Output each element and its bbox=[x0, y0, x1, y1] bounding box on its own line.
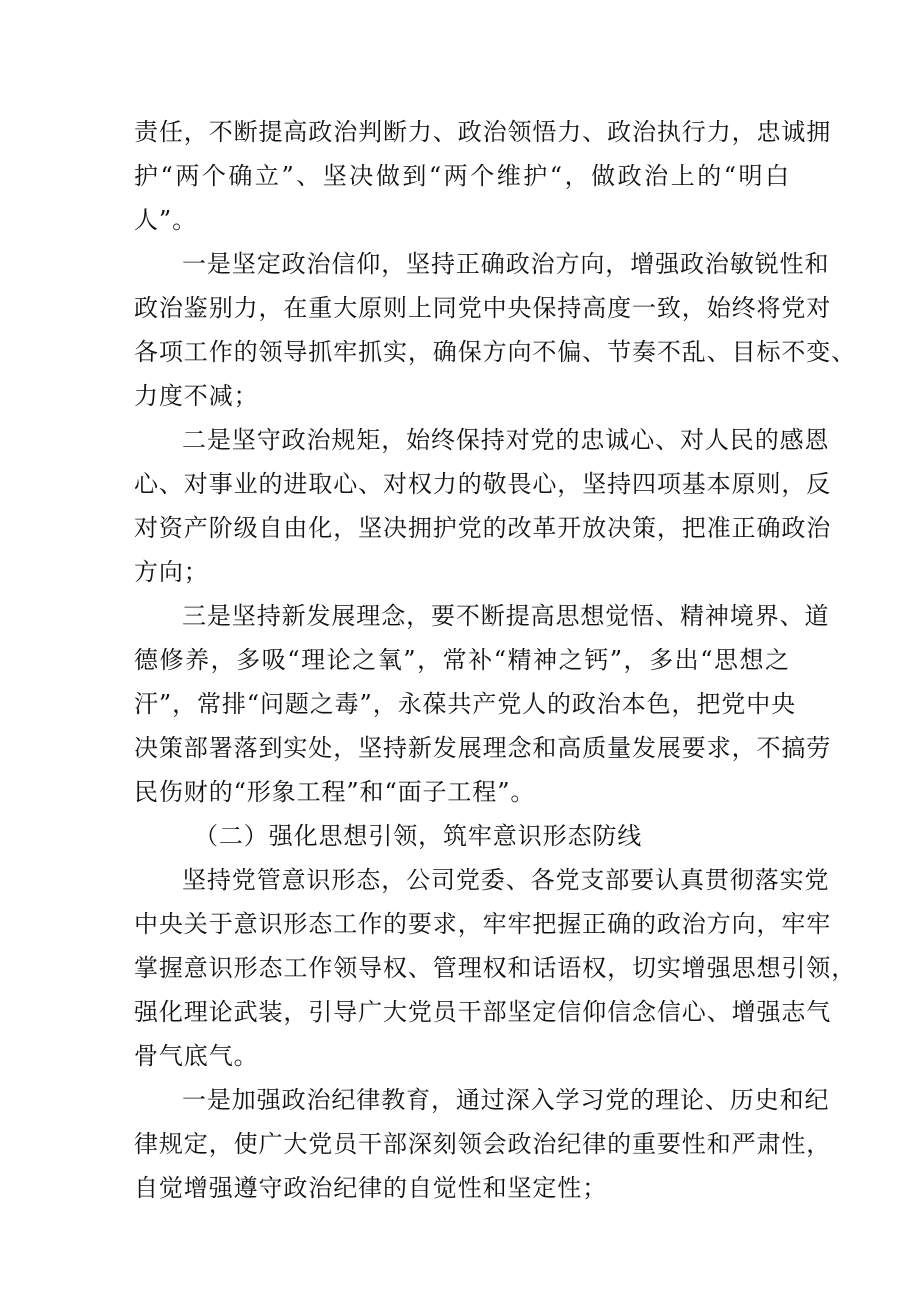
text-line: 各项工作的领导抓牢抓实，确保方向不偏、节奏不乱、目标不变、 bbox=[134, 338, 857, 366]
text-line: 骨气底气。 bbox=[134, 1042, 259, 1070]
paragraph-first-line: 二是坚守政治规矩，始终保持对党的忠诚心、对人民的感恩 bbox=[182, 426, 830, 454]
text-line: 自觉增强遵守政治纪律的自觉性和坚定性； bbox=[134, 1174, 608, 1202]
text-line: 强化理论武装，引导广大党员干部坚定信仰信念信心、增强志气 bbox=[134, 998, 832, 1026]
text-line: 掌握意识形态工作领导权、管理权和话语权，切实增强思想引领， bbox=[134, 954, 857, 982]
text-line: 力度不减； bbox=[134, 382, 259, 410]
text-line: 律规定，使广大党员干部深刻领会政治纪律的重要性和严肃性， bbox=[134, 1130, 832, 1158]
text-line: 对资产阶级自由化，坚决拥护党的改革开放决策，把准正确政治 bbox=[134, 514, 832, 542]
document-body bbox=[134, 110, 857, 1210]
paragraph-first-line: 一是坚定政治信仰，坚持正确政治方向，增强政治敏锐性和 bbox=[182, 250, 830, 278]
text-line: 护“两个确立”、坚决做到“两个维护“，做政治上的“明白 bbox=[134, 162, 790, 190]
text-line: 方向； bbox=[134, 558, 209, 586]
text-line: 责任，不断提高政治判断力、政治领悟力、政治执行力，忠诚拥 bbox=[134, 118, 832, 146]
text-line: 人”。 bbox=[134, 206, 197, 234]
text-line: 决策部署落到实处，坚持新发展理念和高质量发展要求，不搞劳 bbox=[134, 734, 832, 762]
text-line: 政治鉴别力，在重大原则上同党中央保持高度一致，始终将党对 bbox=[134, 294, 832, 322]
text-line: 德修养，多吸“理论之氧”，常补“精神之钙”，多出“思想之 bbox=[134, 646, 790, 674]
text-line: 汗”，常排“问题之毒”，永葆共产党人的政治本色，把党中央 bbox=[134, 690, 797, 718]
text-line: 中央关于意识形态工作的要求，牢牢把握正确的政治方向，牢牢 bbox=[134, 910, 832, 938]
paragraph-first-line: 三是坚持新发展理念，要不断提高思想觉悟、精神境界、道 bbox=[182, 602, 830, 630]
text-line: 心、对事业的进取心、对权力的敬畏心，坚持四项基本原则，反 bbox=[134, 470, 832, 498]
paragraph-first-line: 一是加强政治纪律教育，通过深入学习党的理论、历史和纪 bbox=[182, 1086, 830, 1114]
section-heading: （二）强化思想引领，筑牢意识形态防线 bbox=[194, 822, 643, 850]
text-line: 民伤财的“形象工程”和“面子工程”。 bbox=[134, 778, 536, 806]
paragraph-first-line: 坚持党管意识形态，公司党委、各党支部要认真贯彻落实党 bbox=[182, 866, 830, 894]
